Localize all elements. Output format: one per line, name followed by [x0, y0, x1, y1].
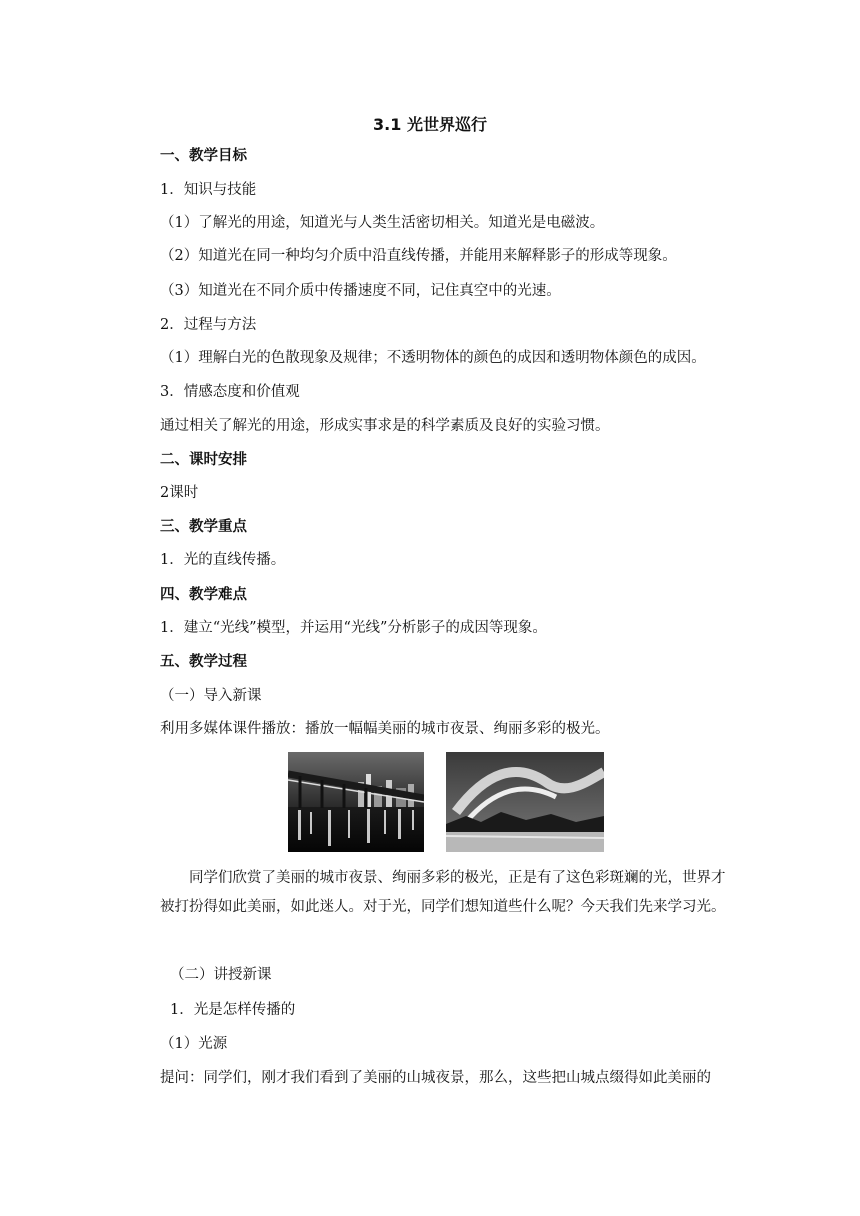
objective-item: 通过相关了解光的用途，形成实事求是的科学素质及良好的实验习惯。 [160, 418, 610, 434]
keypoint-item: 1．光的直线传播。 [160, 552, 286, 568]
section-heading-difficulties: 四、教学难点 [160, 587, 247, 603]
document-title: 3.1 光世界巡行 [373, 115, 487, 134]
objective-item: （2）知道光在同一种均匀介质中沿直线传播，并能用来解释影子的形成等现象。 [160, 248, 677, 264]
objective-item: （1）理解白光的色散现象及规律；不透明物体的颜色的成因和透明物体颜色的成因。 [160, 350, 706, 366]
section-heading-objectives: 一、教学目标 [160, 148, 247, 164]
subheading-light-source: （1）光源 [160, 1036, 228, 1052]
section-heading-process: 五、教学过程 [160, 654, 247, 670]
city-night-image [288, 752, 424, 852]
section-heading-schedule: 二、课时安排 [160, 452, 247, 468]
subheading-intro: （一）导入新课 [160, 688, 262, 704]
question-text: 提问：同学们，刚才我们看到了美丽的山城夜景，那么，这些把山城点缀得如此美丽的 [160, 1070, 711, 1086]
objective-item: （3）知道光在不同介质中传播速度不同，记住真空中的光速。 [160, 283, 561, 299]
schedule-text: 2课时 [160, 485, 199, 501]
subheading-attitude: 3．情感态度和价值观 [160, 384, 300, 400]
subheading-knowledge: 1．知识与技能 [160, 182, 257, 198]
difficulty-item: 1．建立“光线”模型，并运用“光线”分析影子的成因等现象。 [160, 620, 547, 636]
aurora-image [446, 752, 604, 852]
intro-paragraph: 同学们欣赏了美丽的城市夜景、绚丽多彩的极光，正是有了这色彩斑斓的光，世界才被打扮得如此美丽，如此迷人。对于光，同学们想知道些什么呢？今天我们先来学习光。 [160, 870, 726, 915]
objective-item: （1）了解光的用途，知道光与人类生活密切相关。知道光是电磁波。 [160, 215, 605, 231]
subheading-process: 2．过程与方法 [160, 317, 257, 333]
intro-text: 利用多媒体课件播放：播放一幅幅美丽的城市夜景、绚丽多彩的极光。 [160, 721, 610, 737]
section-heading-keypoints: 三、教学重点 [160, 519, 247, 535]
subheading-light-propagation: 1．光是怎样传播的 [170, 1002, 296, 1018]
subheading-new-lesson: （二）讲授新课 [170, 967, 272, 983]
